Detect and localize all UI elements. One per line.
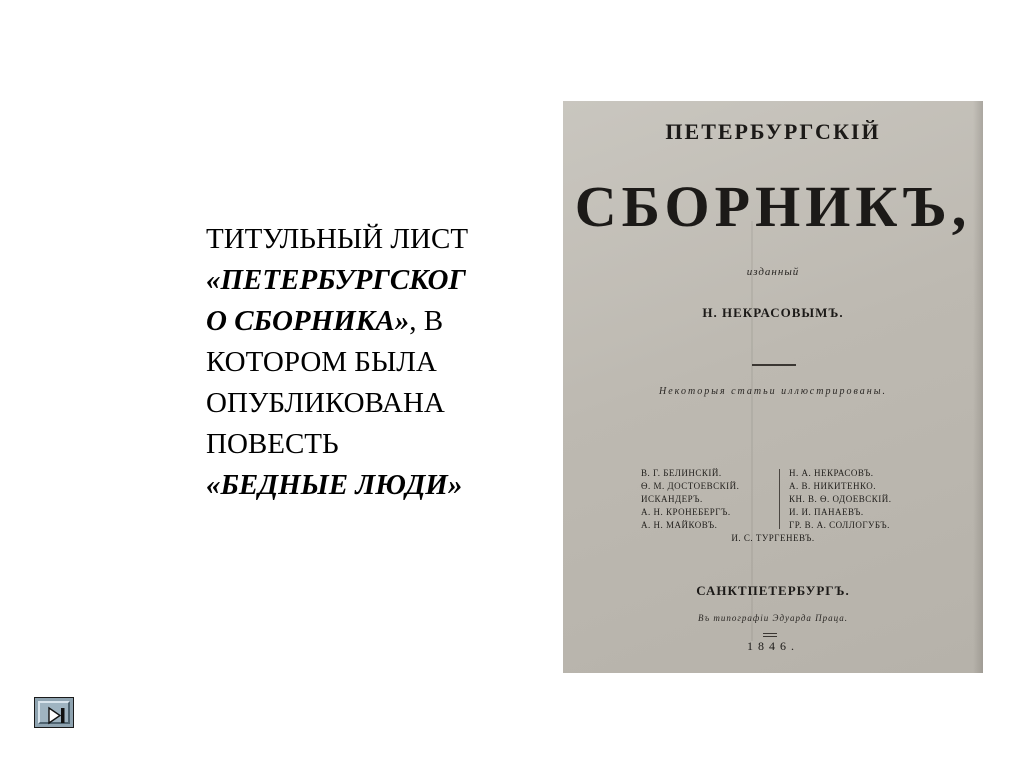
caption-line-italic: О СБОРНИКА» bbox=[206, 305, 410, 337]
caption-line-rest: , В bbox=[409, 305, 444, 337]
author-entry: А. Н. КРОНЕБЕРГЪ. bbox=[641, 507, 731, 517]
authors-left-column bbox=[641, 467, 739, 532]
title-page-top-title: ПЕТЕРБУРГСКIЙ bbox=[665, 119, 881, 144]
authors-divider bbox=[779, 469, 780, 529]
author-entry: Н. А. НЕКРАСОВЪ. bbox=[789, 468, 874, 478]
title-page-main-title: СБОРНИКЪ, bbox=[574, 174, 972, 239]
author-entry: КН. В. Ѳ. ОДОЕВСКIЙ. bbox=[789, 494, 892, 504]
skip-to-end-icon bbox=[47, 706, 67, 725]
author-entry: А. Н. МАЙКОВЪ. bbox=[641, 520, 718, 530]
caption-line-italic: «ПЕТЕРБУРГСКОГ bbox=[206, 264, 466, 296]
paper-crease bbox=[751, 221, 753, 641]
author-entry: А. В. НИКИТЕНКО. bbox=[789, 481, 877, 491]
title-page-year: 1846. bbox=[747, 639, 799, 653]
title-page-published-by: изданный bbox=[746, 266, 800, 278]
caption-line bbox=[206, 301, 546, 342]
title-page-note: Некоторыя статьи иллюстрированы. bbox=[659, 386, 887, 397]
title-page-rule bbox=[752, 364, 796, 366]
author-entry: Ѳ. М. ДОСТОЕВСКIЙ. bbox=[641, 481, 740, 491]
caption-line-italic: «БЕДНЫЕ ЛЮДИ» bbox=[206, 469, 463, 501]
author-entry: ГР. В. А. СОЛЛОГУБЪ. bbox=[789, 520, 890, 530]
next-slide-button[interactable] bbox=[34, 697, 74, 728]
title-page-image bbox=[563, 101, 983, 673]
next-slide-button-face bbox=[38, 701, 70, 724]
caption-line: ТИТУЛЬНЫЙ ЛИСТ bbox=[206, 223, 469, 255]
title-page-city: САНКТПЕТЕРБУРГЪ. bbox=[696, 583, 850, 598]
caption-text bbox=[206, 219, 546, 506]
author-entry-last: И. С. ТУРГЕНЕВЪ. bbox=[731, 533, 815, 543]
author-entry: И. И. ПАНАЕВЪ. bbox=[789, 507, 864, 517]
title-page-editor: Н. НЕКРАСОВЫМЪ. bbox=[702, 305, 844, 320]
caption-line: ПОВЕСТЬ bbox=[206, 428, 339, 460]
title-page-printer: Въ типографiи Эдуарда Праца. bbox=[697, 613, 849, 623]
caption-line: ОПУБЛИКОВАНА bbox=[206, 387, 445, 419]
author-entry: В. Г. БЕЛИНСКIЙ. bbox=[641, 468, 722, 478]
author-entry: ИСКАНДЕРЪ. bbox=[641, 494, 703, 504]
authors-right-column bbox=[789, 467, 891, 532]
caption-line: КОТОРОМ БЫЛА bbox=[206, 346, 437, 378]
